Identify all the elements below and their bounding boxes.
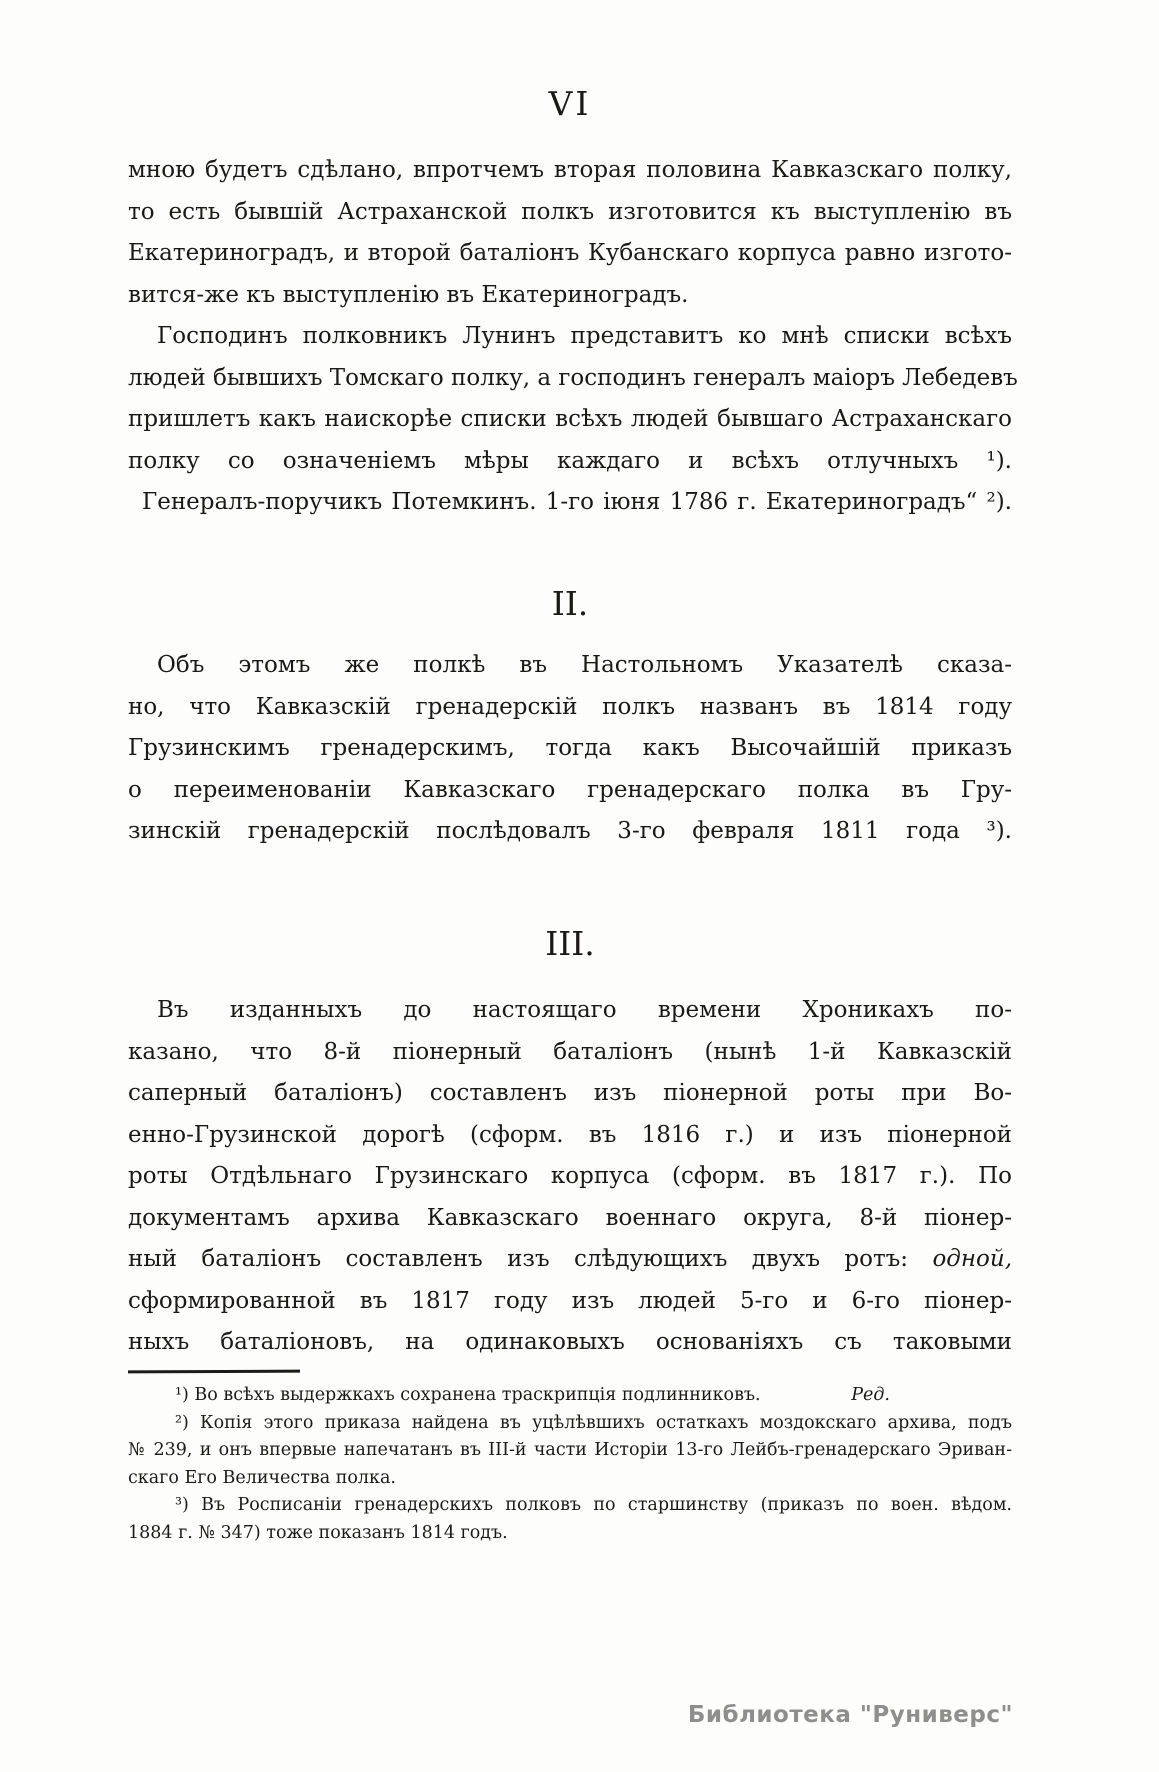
text-line: то есть бывшій Астраханской полкъ изготовится къ выступленію въ xyxy=(128,198,1012,225)
text-line: Екатериноградъ, и второй баталіонъ Кубанскаго корпуса равно изгото- xyxy=(128,240,1012,266)
footnote-signature: Ред. xyxy=(851,1385,890,1405)
paragraph-continuation xyxy=(128,150,1012,316)
text-line: зинскій гренадерскій послѣдовалъ 3-го февраля 1811 года ³). xyxy=(128,818,1012,844)
section-iii-paragraph xyxy=(128,990,1012,1364)
footnotes-block xyxy=(128,1382,1012,1548)
text-line: роты Отдѣльнаго Грузинскаго корпуса (сформ. въ 1817 г.). По xyxy=(128,1163,1012,1189)
italic-word: одной, xyxy=(932,1246,1012,1272)
footnote-3 xyxy=(128,1492,1012,1547)
footnote-line: ²) Копія этого приказа найдена въ уцѣлѣвшихъ остаткахъ моздокскаго архива, подъ xyxy=(175,1412,1012,1433)
paragraph xyxy=(128,316,1018,482)
signature-line-paragraph xyxy=(128,482,1012,524)
text-line: документамъ архива Кавказскаго военнаго округа, 8-й піонер- xyxy=(128,1204,1012,1231)
text-line: Господинъ полковникъ Лунинъ представитъ ко мнѣ списки всѣхъ xyxy=(157,323,1012,349)
footnote-line: 1884 г. № 347) тоже показанъ 1814 годъ. xyxy=(128,1522,508,1543)
footnote-text: ¹) Во всѣхъ выдержкахъ сохранена траскрипція подлинниковъ. xyxy=(175,1385,761,1405)
text-line: сформированной въ 1817 году изъ людей 5-го и 6-го піонер- xyxy=(128,1287,1012,1314)
text-line: пришлетъ какъ наискорѣе списки всѣхъ людей бывшаго Астраханскаго xyxy=(128,406,1012,432)
section-heading-iii: III. xyxy=(545,924,595,963)
main-text-block xyxy=(128,150,1018,524)
text-line: Объ этомъ же полкѣ въ Настольномъ Указателѣ сказа- xyxy=(157,652,1012,678)
text-line: мною будетъ сдѣлано, впротчемъ вторая половина Кавказскаго полку, xyxy=(128,157,1012,183)
text-line: людей бывшихъ Томскаго полку, а господинъ генералъ маіоръ Лебедевъ xyxy=(128,364,1018,391)
text-line: вится-же къ выступленію въ Екатериноградъ. xyxy=(128,281,689,308)
section-ii-paragraph xyxy=(128,645,1012,853)
footnote-line: ³) Въ Росписаніи гренадерскихъ полковъ по старшинству (приказъ по воен. вѣдом. xyxy=(175,1495,1012,1516)
section-heading-ii: II. xyxy=(551,584,589,623)
footnote-1 xyxy=(128,1382,1012,1410)
text-line-with-italic xyxy=(128,1239,1012,1281)
page-number: VI xyxy=(548,84,592,123)
text-line: Въ изданныхъ до настоящаго времени Хроникахъ по- xyxy=(157,997,1012,1023)
text-line: Генералъ-поручикъ Потемкинъ. 1-го іюня 1786 г. Екатериноградъ“ ²). xyxy=(142,489,1012,515)
text-line: ныхъ баталіоновъ, на одинаковыхъ основаніяхъ съ таковыми xyxy=(128,1329,1012,1355)
footnote-line: № 239, и онъ впервые напечатанъ въ III-й части Исторіи 13-го Лейбъ-гренадерскаго Эриван- xyxy=(128,1440,1012,1461)
footnote-separator-rule xyxy=(128,1370,300,1374)
footnote-line: скаго Его Величества полка. xyxy=(128,1467,396,1488)
text-line: саперный баталіонъ) составленъ изъ піонерной роты при Во- xyxy=(128,1080,1012,1106)
text-line: но, что Кавказскій гренадерскій полкъ названъ въ 1814 году xyxy=(128,693,1012,720)
text-line: Грузинскимъ гренадерскимъ, тогда какъ Высочайшій приказъ xyxy=(128,735,1012,761)
library-watermark: Библиотека "Руниверс" xyxy=(687,1702,1013,1728)
text-line: полку со означеніемъ мѣры каждаго и всѣхъ отлучныхъ ¹). xyxy=(128,447,1012,474)
footnote-2 xyxy=(128,1410,1012,1493)
text-line: казано, что 8-й піонерный баталіонъ (нынѣ 1-й Кавказскій xyxy=(128,1038,1012,1065)
text-line: о переименованіи Кавказскаго гренадерскаго полка въ Гру- xyxy=(128,776,1012,803)
text-line: енно-Грузинской дорогѣ (сформ. въ 1816 г.) и изъ піонерной xyxy=(128,1121,1012,1148)
text-segment: ный баталіонъ составленъ изъ слѣдующихъ двухъ ротъ: xyxy=(128,1246,909,1272)
